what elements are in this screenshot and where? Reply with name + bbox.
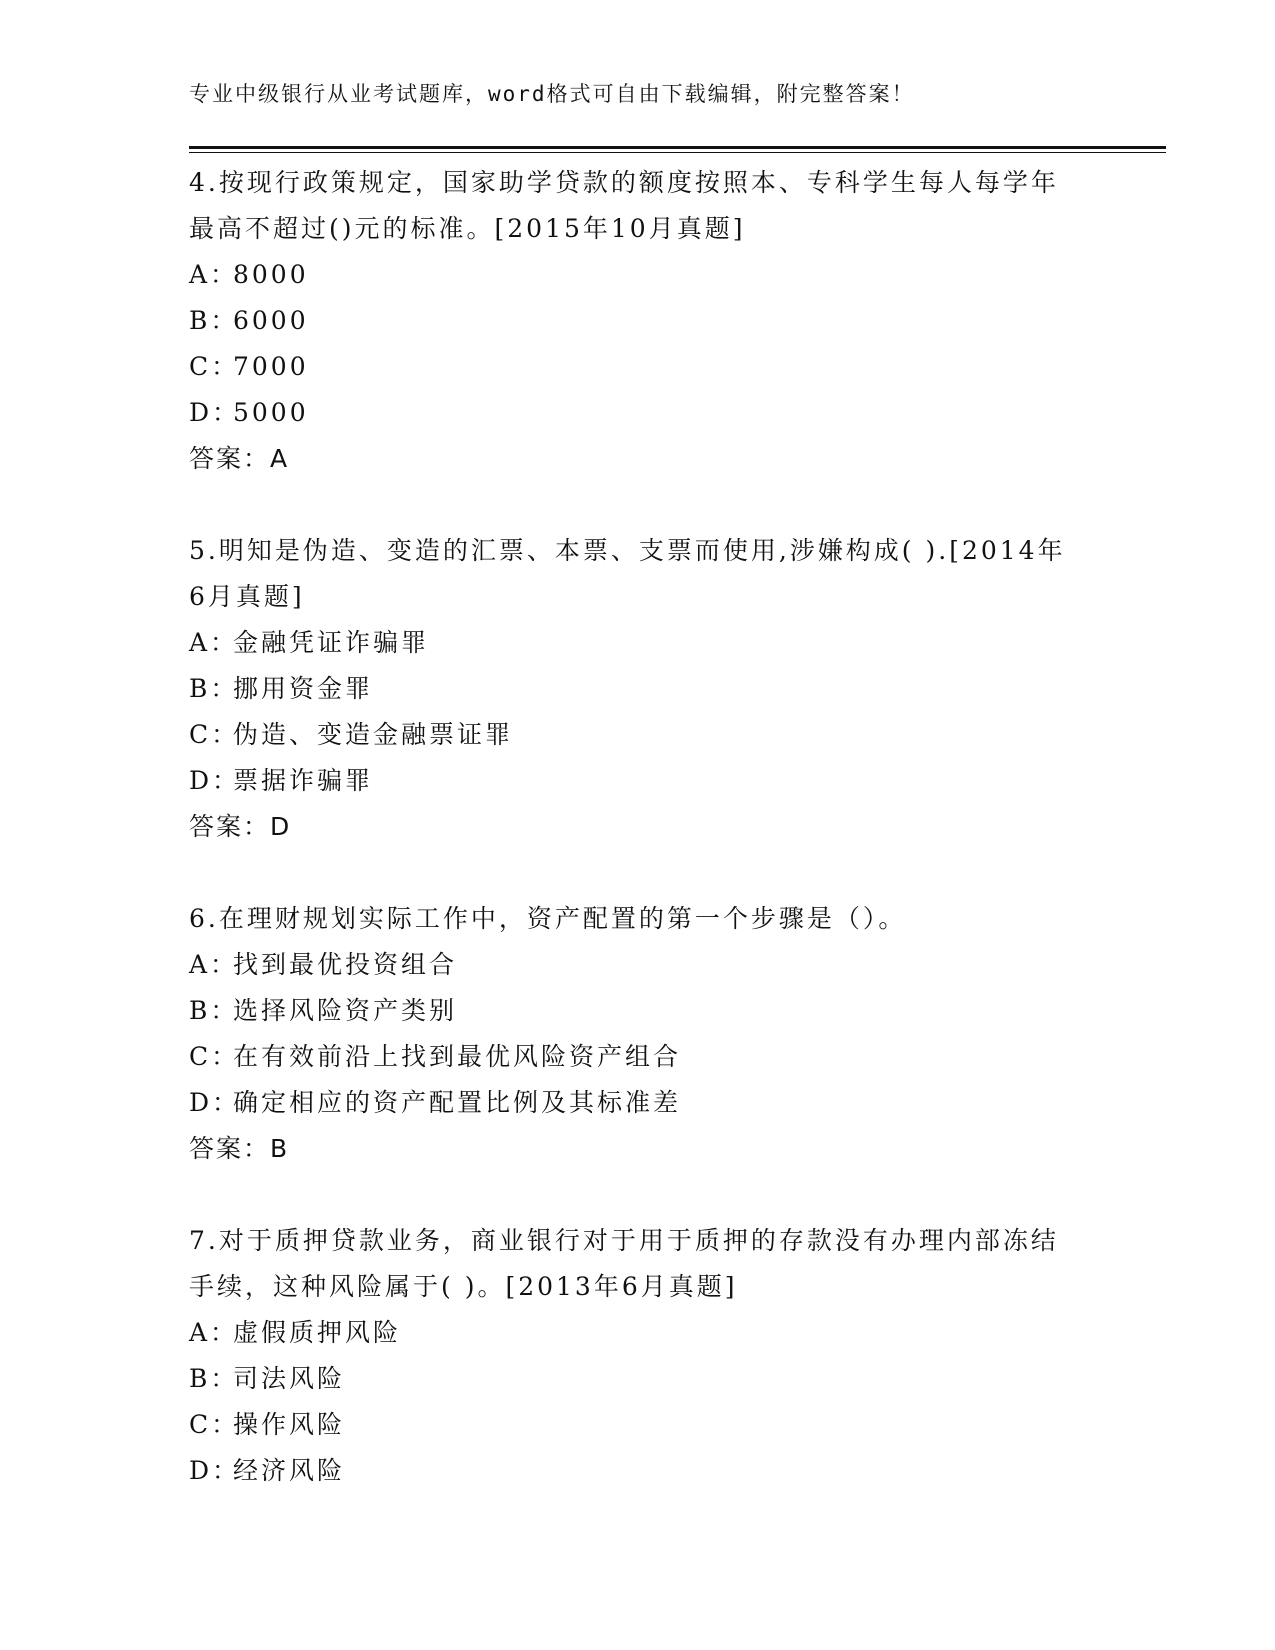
option-text: 8000	[233, 260, 309, 289]
option-text: 票据诈骗罪	[233, 766, 374, 795]
option-c	[189, 712, 1089, 758]
option-c	[189, 344, 1089, 390]
option-key: D：	[189, 1456, 241, 1485]
question-list	[189, 160, 1089, 1494]
option-d	[189, 1080, 1089, 1126]
option-text: 挪用资金罪	[233, 674, 374, 703]
option-text: 在有效前沿上找到最优风险资产组合	[233, 1042, 682, 1071]
option-c	[189, 1402, 1089, 1448]
option-key: A：	[189, 950, 239, 979]
option-text: 确定相应的资产配置比例及其标准差	[233, 1088, 682, 1117]
option-c	[189, 1034, 1089, 1080]
option-key: A：	[189, 1318, 239, 1347]
option-key: B：	[189, 1364, 239, 1393]
question-stem: 4.按现行政策规定，国家助学贷款的额度按照本、专科学生每人每学年最高不超过()元的标准。[2015年10月真题]	[189, 168, 1059, 243]
option-text: 伪造、变造金融票证罪	[233, 720, 514, 749]
option-text: 金融凭证诈骗罪	[233, 628, 430, 657]
question-5	[189, 528, 1089, 850]
option-a	[189, 252, 1089, 298]
answer: 答案：B	[189, 1134, 290, 1163]
spacer	[189, 482, 1089, 528]
option-text: 经济风险	[233, 1456, 346, 1485]
option-text: 找到最优投资组合	[233, 950, 458, 979]
option-text: 6000	[233, 306, 309, 335]
option-key: D：	[189, 1088, 241, 1117]
option-key: C：	[189, 1410, 240, 1439]
option-text: 5000	[233, 398, 309, 427]
answer: 答案：A	[189, 444, 290, 473]
document-header: 专业中级银行从业考试题库，word格式可自由下载编辑，附完整答案！	[189, 82, 915, 106]
question-stem: 6.在理财规划实际工作中，资产配置的第一个步骤是（）。	[189, 904, 907, 933]
option-a	[189, 942, 1089, 988]
option-text: 虚假质押风险	[233, 1318, 402, 1347]
option-d	[189, 390, 1089, 436]
option-key: C：	[189, 1042, 240, 1071]
option-b	[189, 988, 1089, 1034]
answer: 答案：D	[189, 812, 292, 841]
option-b	[189, 298, 1089, 344]
header-rule-thick	[189, 146, 1166, 149]
option-key: B：	[189, 306, 239, 335]
option-text: 操作风险	[233, 1410, 346, 1439]
option-text: 选择风险资产类别	[233, 996, 458, 1025]
option-key: D：	[189, 398, 241, 427]
option-key: D：	[189, 766, 241, 795]
option-b	[189, 1356, 1089, 1402]
option-key: B：	[189, 996, 239, 1025]
option-key: C：	[189, 352, 240, 381]
question-stem: 5.明知是伪造、变造的汇票、本票、支票而使用,涉嫌构成( ).[2014年6月真题]	[189, 536, 1066, 611]
question-4	[189, 160, 1089, 482]
question-6	[189, 896, 1089, 1172]
option-text: 7000	[233, 352, 309, 381]
question-stem: 7.对于质押贷款业务，商业银行对于用于质押的存款没有办理内部冻结手续，这种风险属于( )。[2013年6月真题]	[189, 1226, 1059, 1301]
option-b	[189, 666, 1089, 712]
option-key: C：	[189, 720, 240, 749]
option-key: A：	[189, 628, 239, 657]
header-rule-thin	[189, 152, 1166, 153]
option-a	[189, 1310, 1089, 1356]
option-key: B：	[189, 674, 239, 703]
question-7	[189, 1218, 1089, 1494]
spacer	[189, 850, 1089, 896]
option-d	[189, 758, 1089, 804]
option-key: A：	[189, 260, 239, 289]
option-a	[189, 620, 1089, 666]
option-d	[189, 1448, 1089, 1494]
option-text: 司法风险	[233, 1364, 346, 1393]
spacer	[189, 1172, 1089, 1218]
